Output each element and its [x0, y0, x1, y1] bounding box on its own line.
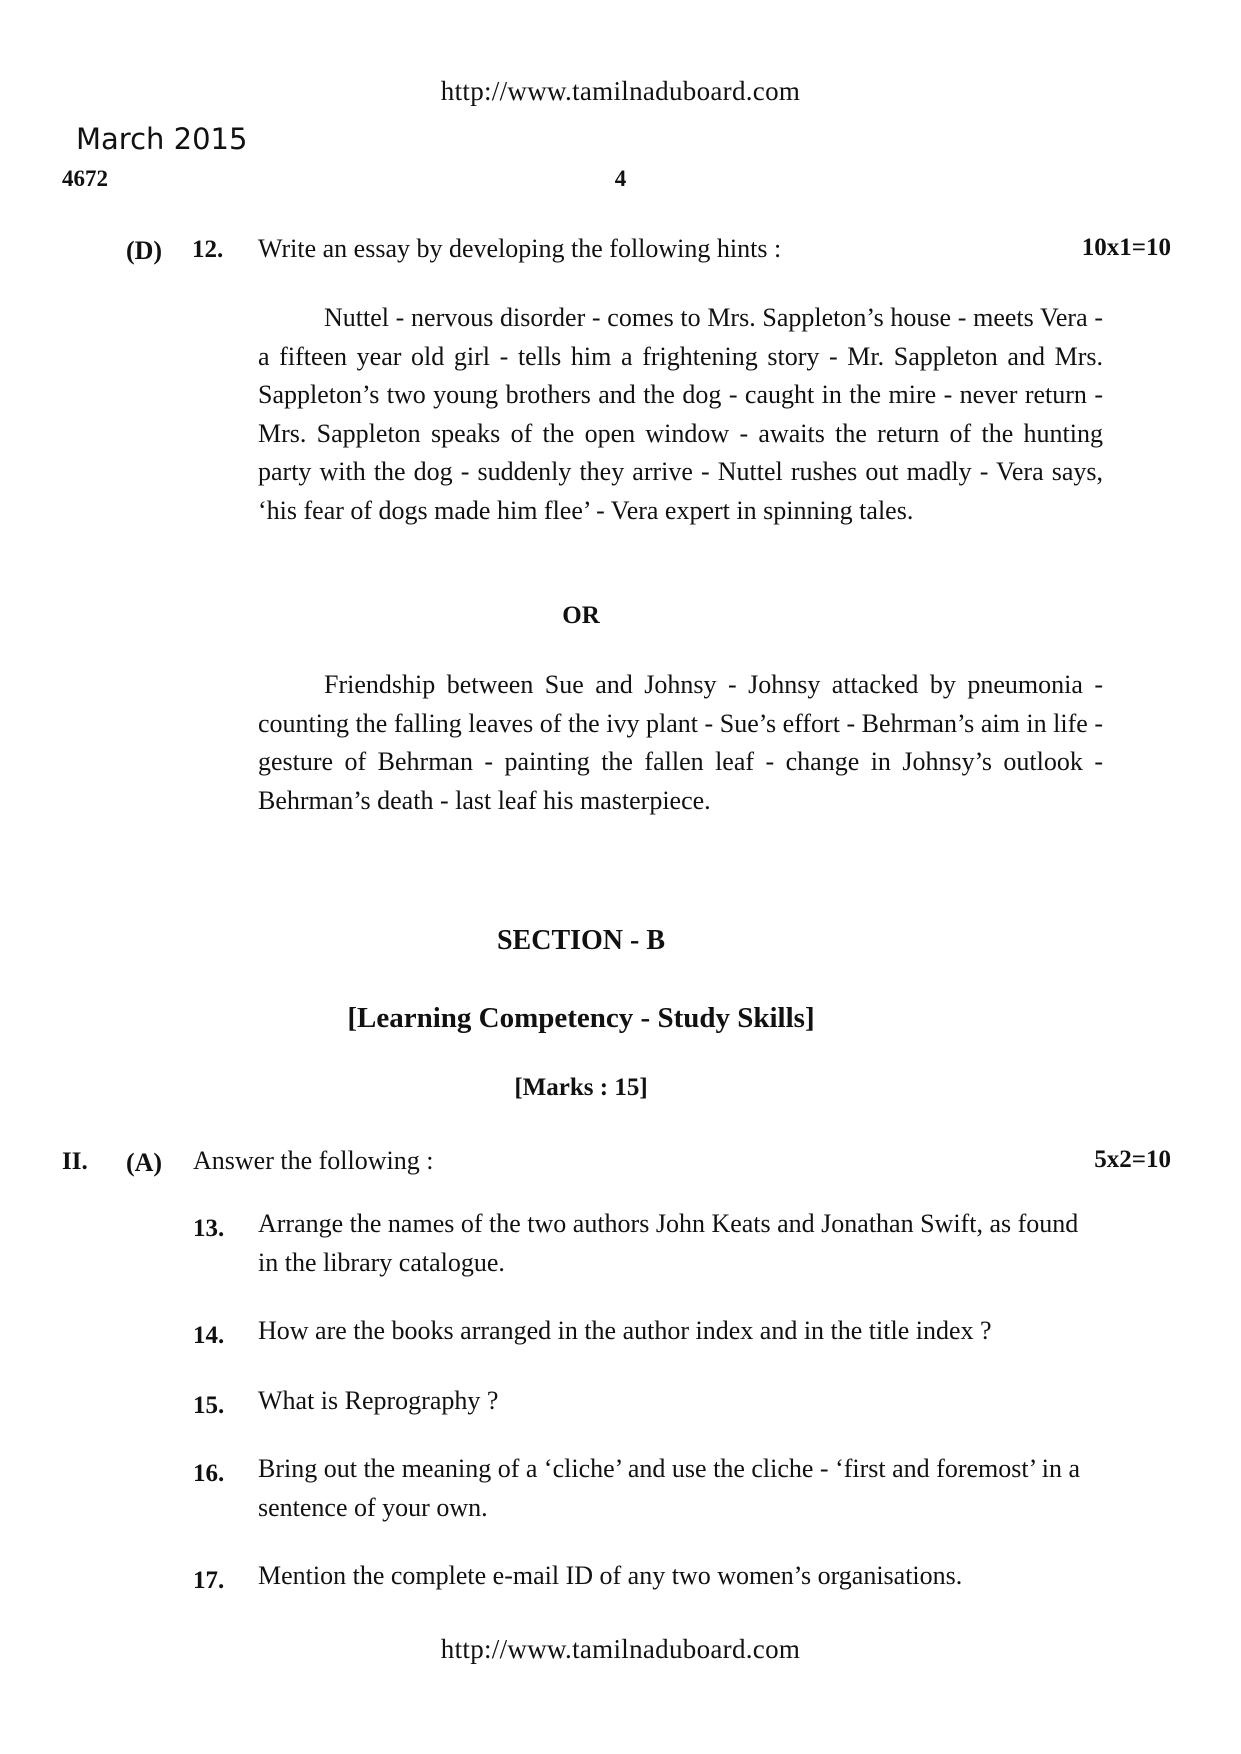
part-d-label: (D): [126, 236, 163, 265]
header-url: http://www.tamilnaduboard.com: [440, 76, 801, 106]
page-number: 4: [614, 166, 627, 191]
section-b-title: SECTION - B: [496, 925, 666, 956]
exam-month: March 2015: [76, 122, 248, 156]
question-12-number: 12.: [192, 236, 224, 263]
question-12-marks: 10x1=10: [1081, 234, 1171, 261]
section-b-subtitle: [Learning Competency - Study Skills]: [347, 1002, 815, 1034]
essay-hint-1: Nuttel - nervous disorder - comes to Mrs. Sappleton’s house - meets Vera - a fifteen year old girl - tells him a frightening story - Mr. Sappleton and Mrs. Sappleton’s two young brothers and the dog - caught in the mire - never return - Mrs. Sappleton speaks of the open window - awaits the return of the hunting party with the dog - suddenly they arrive - Nuttel rushes out madly - Vera says, ‘his fear of dogs made him flee’ - Vera expert in spinning tales.: [258, 303, 1103, 525]
question-17-number: 17.: [193, 1567, 225, 1594]
section-b-marks: [Marks : 15]: [514, 1074, 648, 1101]
part-a-marks: 5x2=10: [1094, 1146, 1171, 1173]
part-a-instruction: Answer the following :: [193, 1146, 434, 1175]
question-13-text: Arrange the names of the two authors John Keats and Jonathan Swift, as found in the library catalogue.: [258, 1209, 1079, 1277]
or-separator: OR: [562, 602, 600, 629]
paper-code: 4672: [62, 166, 108, 191]
essay-hint-2: Friendship between Sue and Johnsy - Johnsy attacked by pneumonia - counting the falling leaves of the ivy plant - Sue’s effort - Behrman’s aim in life - gesture of Behrman - painting the fallen leaf - change in Johnsy’s outlook - Behrman’s death - last leaf his masterpiece.: [258, 670, 1103, 815]
question-15-text: What is Reprography ?: [258, 1386, 499, 1415]
question-16-text: Bring out the meaning of a ‘cliche’ and use the cliche - ‘first and foremost’ in a sentence of your own.: [258, 1454, 1081, 1522]
question-15-number: 15.: [193, 1392, 225, 1419]
part-a-label: (A): [126, 1148, 163, 1177]
footer-url: http://www.tamilnaduboard.com: [440, 1634, 801, 1664]
question-14-number: 14.: [193, 1322, 225, 1349]
question-14-text: How are the books arranged in the author index and in the title index ?: [258, 1316, 992, 1345]
question-13-number: 13.: [193, 1215, 225, 1242]
question-12-instruction: Write an essay by developing the following hints :: [258, 234, 782, 263]
question-16-number: 16.: [193, 1460, 225, 1487]
part-ii-label: II.: [62, 1148, 88, 1175]
question-17-text: Mention the complete e-mail ID of any two women’s organisations.: [258, 1561, 963, 1590]
